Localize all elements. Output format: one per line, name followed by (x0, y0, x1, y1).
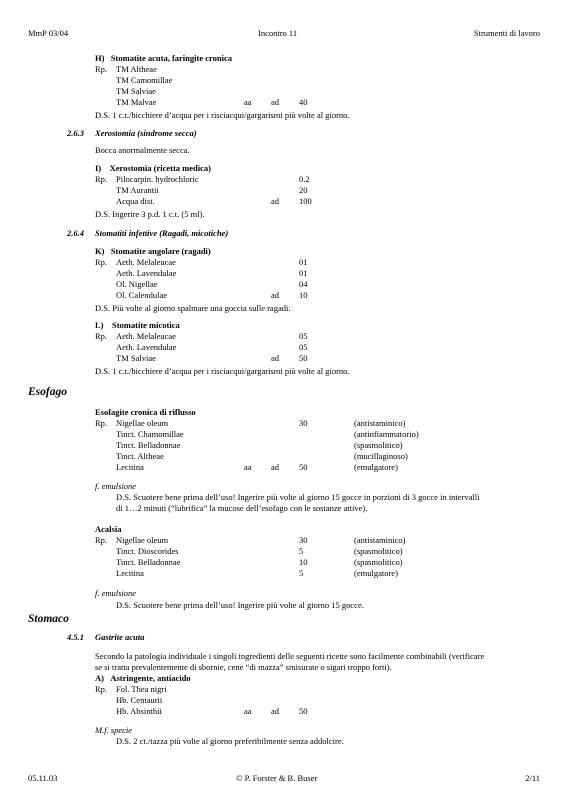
page-number: 2/11 (525, 773, 540, 783)
note: (spasmolitico) (354, 557, 403, 567)
ingredient: Pilocarpin. hydrochloric (116, 174, 199, 184)
quantity: 04 (299, 279, 308, 289)
ingredient: Nigellae oleum (116, 418, 169, 428)
ingredient: Tinct. Belladonnae (116, 557, 181, 567)
ingredient: TM Camomillae (116, 75, 173, 85)
ingredient: Tinct. Altheae (116, 451, 164, 461)
rp-label: Rp. (95, 174, 108, 184)
ingredient: TM Malvae (116, 97, 157, 107)
ingredient: TM Altheae (116, 64, 157, 74)
quantity: 10 (299, 290, 308, 300)
note: (antinfiammatorio) (354, 429, 419, 439)
note: (mucillaginoso) (354, 451, 408, 461)
note: (antistaminico) (354, 535, 406, 545)
section-number: 2.6.4 (67, 228, 84, 238)
rp-label: Rp. (95, 331, 108, 341)
preparation-form: f. emulsione (95, 588, 137, 598)
ad-label: ad (271, 196, 280, 206)
paragraph: Bocca anormalmente secca. (95, 145, 190, 155)
quantity: 5 (299, 546, 304, 556)
ingredient: Fol. Thea nigri (116, 684, 167, 694)
ingredient: Nigellae oleum (116, 535, 169, 545)
preparation-form: f. emulsione (95, 481, 137, 491)
recipe-k-title: K) Stomatite angolare (ragadi) (95, 246, 211, 256)
ingredient: Acqua dist. (116, 196, 155, 206)
recipe-l-title: L) Stomatite micotica (95, 320, 180, 330)
note: (emulgatore) (354, 568, 398, 578)
quantity: 0.2 (299, 174, 310, 184)
quantity: 05 (299, 331, 308, 341)
aa-label: aa (244, 462, 252, 472)
recipe-acalsia-title: Acalsia (95, 524, 122, 534)
ad-label: ad (271, 290, 280, 300)
quantity: 50 (299, 706, 308, 716)
ad-label: ad (271, 706, 280, 716)
recipe-h-title: H) Stomatite acuta, faringite cronica (95, 53, 232, 63)
aa-label: aa (244, 97, 252, 107)
quantity: 100 (299, 196, 312, 206)
note: (antistaminico) (354, 418, 406, 428)
quantity: 5 (299, 568, 304, 578)
section-title: Stomatiti infettive (Ragadi, micotiche) (95, 228, 229, 238)
section-number: 4.5.1 (67, 632, 84, 642)
ad-label: ad (271, 353, 280, 363)
dosage: D.S. 1 c.t./bicchiere d’acqua per i risciacqui/gargarismi più volte al giorno. (95, 366, 350, 376)
rp-label: Rp. (95, 684, 108, 694)
quantity: 40 (299, 97, 308, 107)
ingredient: TM Aurantii (116, 185, 159, 195)
dosage: D.S. Ingerire 3 p.d. 1 c.t. (5 ml). (95, 209, 205, 219)
ingredient: Aeth. Lavendulae (116, 268, 177, 278)
ingredient: Lecitina (116, 462, 144, 472)
rp-label: Rp. (95, 535, 108, 545)
rp-label: Rp. (95, 64, 108, 74)
ad-label: ad (271, 462, 280, 472)
ad-label: ad (271, 97, 280, 107)
rp-label: Rp. (95, 418, 108, 428)
quantity: 01 (299, 268, 308, 278)
footer-copyright: © P. Forster & B. Buser (236, 773, 318, 783)
ingredient: TM Salviae (116, 86, 156, 96)
ingredient: Aeth. Melaleucae (116, 331, 176, 341)
ingredient: Aeth. Lavendulae (116, 342, 177, 352)
ingredient: Tinct. Chamomillae (116, 429, 184, 439)
aa-label: aa (244, 706, 252, 716)
dosage: D.S. Scuotere bene prima dell’uso! Ingerire più volte al giorno 15 gocce. (116, 600, 364, 610)
ingredient: Hb. Absinthii (116, 706, 162, 716)
section-title: Gastrite acuta (95, 632, 145, 642)
ingredient: Ol. Nigellae (116, 279, 158, 289)
ingredient: Tinct. Belladonnae (116, 440, 181, 450)
dosage: D.S. 2 ct./tazza più volte al giorno preferibilmente senza addolcire. (116, 736, 344, 746)
ingredient: Ol. Calendulae (116, 290, 167, 300)
recipe-reflux-title: Esofagite cronica di riflusso (95, 407, 196, 417)
ingredient: Aeth. Melaleucae (116, 257, 176, 267)
header-center: Incontro 11 (258, 28, 298, 38)
dosage: D.S. 1 c.t./bicchiere d’acqua per i risciacqui/gargarismi più volte al giorno. (95, 110, 350, 120)
ingredient: Hb. Centaurii (116, 695, 163, 705)
quantity: 05 (299, 342, 308, 352)
quantity: 50 (299, 353, 308, 363)
recipe-i-title: I) Xerostomia (ricetta medica) (95, 163, 211, 173)
quantity: 10 (299, 557, 308, 567)
recipe-a-title: A) Astringente, antiacido (95, 673, 191, 683)
quantity: 30 (299, 418, 308, 428)
paragraph: se si tratta prevalentemente di sbornie, cene “di mazza” smisurate o sigari troppo forti). (95, 662, 392, 672)
note: (spasmolitico) (354, 546, 403, 556)
rp-label: Rp. (95, 257, 108, 267)
chapter-title-esofago: Esofago (28, 386, 67, 398)
dosage: D.S. Scuotere bene prima dell’uso! Ingerire più volte al giorno 15 gocce in porzioni di 3 gocce in intervalli (116, 492, 480, 502)
section-number: 2.6.3 (67, 128, 84, 138)
quantity: 30 (299, 535, 308, 545)
quantity: 50 (299, 462, 308, 472)
quantity: 20 (299, 185, 308, 195)
ingredient: Lecitina (116, 568, 144, 578)
ingredient: TM Salviae (116, 353, 156, 363)
paragraph: Secondo la patologia individuale i singoli ingredienti delle seguenti ricette sono facilmente combinabili (verificare (95, 651, 485, 661)
section-title: Xerostomia (sindrome secca) (95, 128, 197, 138)
header-right: Strumenti di lavoro (473, 28, 540, 38)
preparation-form: M.f. specie (95, 725, 133, 735)
note: (emulgatore) (354, 462, 398, 472)
chapter-title-stomaco: Stomaco (28, 613, 69, 625)
quantity: 01 (299, 257, 308, 267)
note: (spasmolitico) (354, 440, 403, 450)
header-left: MmP 03/04 (28, 28, 69, 38)
dosage: di 1…2 minuti (“lubrifica” la mucose dell’esofago con le sostanze attive). (116, 503, 368, 513)
footer-date: 05.11.03 (28, 773, 58, 783)
dosage: D.S. Più volte al giorno spalmare una goccia sulle ragadi. (95, 303, 291, 313)
ingredient: Tinct. Dioscorides (116, 546, 179, 556)
